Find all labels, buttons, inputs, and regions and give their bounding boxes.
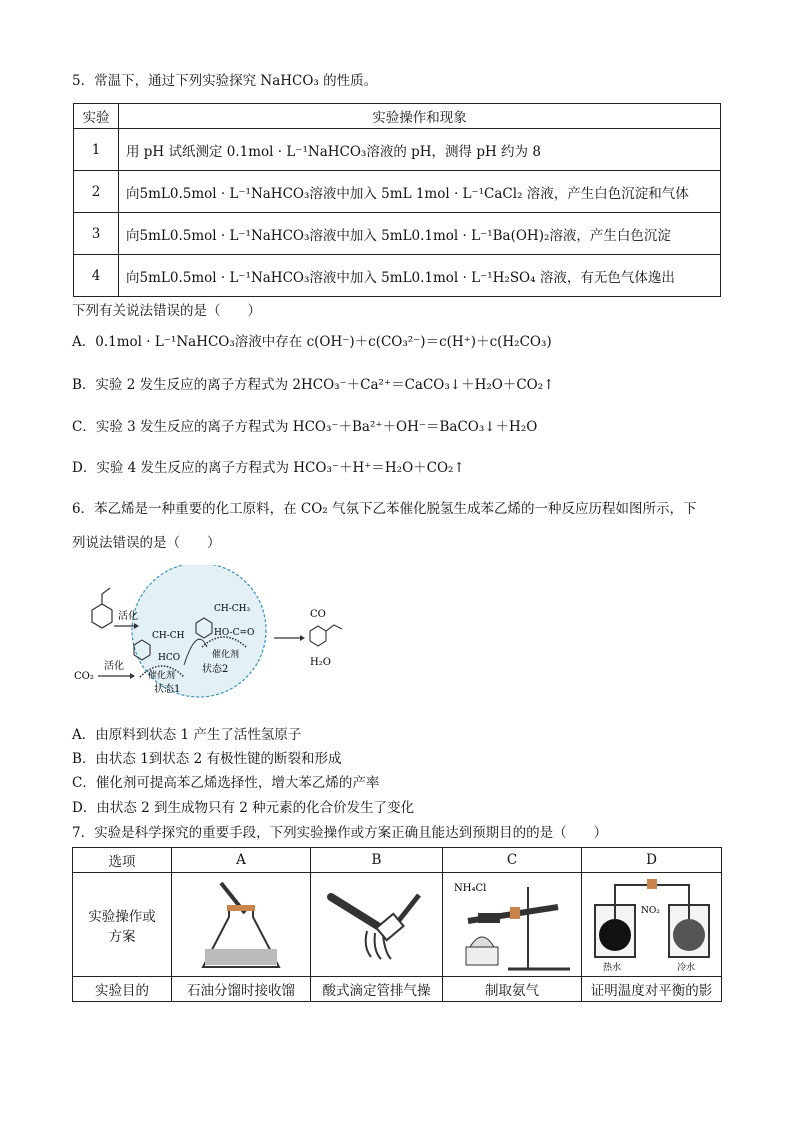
purpose-c: 制取氨气 [443, 977, 582, 1002]
benzene-ring-icon [92, 604, 112, 628]
ch-ch-label: CH-CH [152, 631, 185, 641]
q5-question: 下列有关说法错误的是（ ） [72, 303, 261, 319]
q7-stem: 7．实验是科学探究的重要手段，下列实验操作或方案正确且能达到预期目的的是（ ） [72, 825, 608, 841]
h-co-label: HCO [158, 653, 181, 663]
purpose-d: 证明温度对平衡的影 [582, 977, 722, 1002]
header-experiment: 实验 [74, 104, 119, 129]
row-num: 3 [74, 213, 119, 255]
conical-flask-icon [191, 877, 291, 973]
cell-image-a [172, 873, 311, 977]
row-num: 2 [74, 171, 119, 213]
purpose-b: 酸式滴定管排气操 [311, 977, 443, 1002]
row-text: 向5mL0.5mol · L⁻¹NaHCO₃溶液中加入 5mL0.1mol · L⁻¹H₂SO₄ 溶液，有无色气体逸出 [119, 255, 721, 297]
table-row [73, 977, 722, 1002]
row-text: 向5mL0.5mol · L⁻¹NaHCO₃溶液中加入 5mL0.1mol · L⁻¹Ba(OH)₂溶液，产生白色沉淀 [119, 213, 721, 255]
arrowhead-icon [130, 673, 135, 679]
header-operation: 实验操作和现象 [119, 104, 721, 129]
table-header-row [73, 848, 722, 873]
table-row [74, 171, 721, 213]
table-row [74, 129, 721, 171]
q5-option-a: A．0.1mol · L⁻¹NaHCO₃溶液中存在 c(OH⁻)＋c(CO₃²⁻)＝c(H⁺)＋c(H₂CO₃) [72, 334, 552, 350]
header-a: A [172, 848, 311, 873]
row-label-operation: 实验操作或方案 [73, 873, 172, 977]
header-b: B [311, 848, 443, 873]
catalyst-label-2: 催化剂 [212, 650, 240, 660]
row-text: 用 pH 试纸测定 0.1mol · L⁻¹NaHCO₃溶液的 pH，测得 pH 约为 8 [119, 129, 721, 171]
row-text: 向5mL0.5mol · L⁻¹NaHCO₃溶液中加入 5mL 1mol · L⁻¹CaCl₂ 溶液，产生白色沉淀和气体 [119, 171, 721, 213]
row-label-purpose: 实验目的 [73, 977, 172, 1002]
table-row [73, 873, 722, 977]
table-row [74, 213, 721, 255]
q5-option-d: D．实验 4 发生反应的离子方程式为 HCO₃⁻＋H⁺＝H₂O＋CO₂↑ [72, 460, 465, 476]
cell-image-c [443, 873, 582, 977]
q5-title: 5．常温下，通过下列实验探究 NaHCO₃ 的性质。 [72, 73, 378, 89]
no2-equilibrium-icon [585, 875, 719, 975]
row-num: 4 [74, 255, 119, 297]
q6-option-b: B．由状态 1到状态 2 有极性键的断裂和形成 [72, 751, 342, 767]
ammonia-apparatus-icon [448, 877, 576, 973]
q6-stem-line2: 列说法错误的是（ ） [72, 535, 221, 551]
cell-image-d [582, 873, 722, 977]
q6-option-a: A．由原料到状态 1 产生了活性氢原子 [72, 727, 302, 743]
state1-label: 状态1 [154, 684, 181, 695]
q5-option-b: B．实验 2 发生反应的离子方程式为 2HCO₃⁻＋Ca²⁺＝CaCO₃↓＋H₂O＋CO₂↑ [72, 377, 555, 393]
q6-stem-line1: 6．苯乙烯是一种重要的化工原料，在 CO₂ 气氛下乙苯催化脱氢生成苯乙烯的一种反应历程如图所示，下 [72, 501, 697, 517]
q5-option-c: C．实验 3 发生反应的离子方程式为 HCO₃⁻＋Ba²⁺＋OH⁻＝BaCO₃↓＋H₂O [72, 419, 538, 435]
q5-experiment-table [73, 103, 721, 297]
o-c-o-label: HO-C=O [214, 628, 255, 638]
purpose-a: 石油分馏时接收馏 [172, 977, 311, 1002]
hot-water-label: 热水 [602, 962, 621, 973]
co2-label: CO₂ [74, 671, 94, 682]
cold-water-label: 冷水 [676, 962, 695, 973]
ethyl-chain-icon [102, 588, 110, 604]
arrowhead-icon [300, 635, 305, 641]
header-d: D [582, 848, 722, 873]
ch-ch3-label: CH-CH₃ [214, 604, 251, 614]
q6-option-c: C．催化剂可提高苯乙烯选择性，增大苯乙烯的产率 [72, 775, 380, 791]
reaction-mechanism-diagram [72, 565, 372, 700]
state2-label: 状态2 [202, 664, 229, 675]
activate-label-1: 活化 [118, 611, 138, 622]
table-row [74, 255, 721, 297]
header-c: C [443, 848, 582, 873]
activate-label-2: 活化 [104, 661, 124, 672]
product-co-label: CO [310, 609, 326, 620]
styrene-ring-icon [310, 626, 326, 646]
cell-image-b [311, 873, 443, 977]
product-h2o-label: H₂O [310, 657, 331, 668]
catalyst-label-1: 催化剂 [148, 671, 176, 681]
nh4cl-label: NH₄Cl [454, 882, 487, 894]
q6-option-d: D．由状态 2 到生成物只有 2 种元素的化合价发生了变化 [72, 800, 415, 816]
row-num: 1 [74, 129, 119, 171]
q7-options-table [72, 847, 722, 1002]
vinyl-chain-icon [326, 625, 342, 631]
no2-label: NO₂ [640, 905, 660, 916]
header-option: 选项 [73, 848, 172, 873]
burette-exhaust-icon [327, 877, 427, 973]
table-header-row [74, 104, 721, 129]
